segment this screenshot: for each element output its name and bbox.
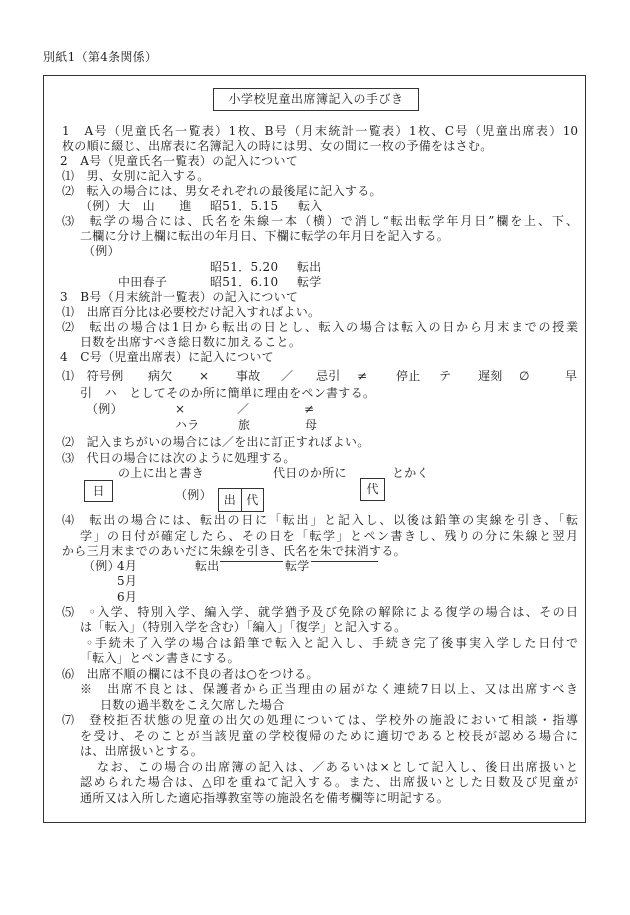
annex-label: 別紙1（第4条関係） (43, 50, 158, 64)
diagram-text-write: とかく (392, 466, 429, 480)
item4-p4-line3: から三月末までのあいだに朱線を引き、氏名を朱で抹消する。 (62, 544, 406, 558)
item2-p3-example-row1-date: 昭51．5.20 (210, 260, 279, 274)
item3-p1: ⑴ 出席百分比は必要校だけ記入すればよい。 (62, 305, 321, 319)
code-name-2: 事故 (236, 369, 261, 383)
item2-p3-line1: ⑶ 転学の場合には、氏名を朱線一本（横）で消し“転出転学年月日”欄を上、下、 (62, 214, 578, 228)
pencil-line (220, 561, 283, 562)
item4-p4-example-label: （例） (83, 559, 120, 573)
item4-p5-line4: 「転入」とペン書きにする。 (80, 651, 240, 665)
code-name-6-start: 早 (565, 369, 578, 383)
item4-p2: ⑵ 記入まちがいの場合には／を出に訂正すればよい。 (62, 435, 370, 449)
item4-p6-note-line1: ※ 出席不良とは、保護者から正当理由の届がなく連続7日以上、又は出席すべき (80, 682, 578, 696)
item2-heading: 2 A号（児童氏名一覧表）の記入について (60, 154, 299, 168)
item2-p2-example-label: （例） (80, 199, 117, 213)
item2-p3-example-row2-status: 転学 (297, 275, 322, 289)
code-mark-3: ≠ (357, 369, 368, 383)
item4-p5-line3: ◦手続未了入学の場合は鉛筆で転入と記入し、手続き完了後事実入学した日付で (86, 636, 578, 650)
item4-p7-line1: ⑺ 登校拒否状態の児童の出欠の処理については、学校外の施設において相談・指導 (62, 713, 578, 727)
code-name-5: 遅刻 (478, 369, 503, 383)
item1-line1: 1 A号（児童氏名一覧表）1枚、B号（月末統計一覧表）1枚、C号（児童出席表）10 (62, 124, 578, 138)
item2-p3-example-row2-date: 昭51．6.10 (210, 275, 279, 289)
item2-p3-example-row1-status: 転出 (297, 260, 322, 274)
item2-p3-line2: 二欄に分け上欄に転出の年月日、下欄に転学の年月日を記入する。 (80, 229, 450, 243)
month-1: 4月 (117, 559, 138, 573)
code-name-3: 忌引 (316, 369, 341, 383)
diagram-example-label: （例） (175, 488, 212, 502)
item4-p4-line1: ⑷ 転出の場合には、転出の日に「転出」と記入し、以後は鉛筆の実線を引き、「転 (62, 513, 578, 527)
diagram-text-substitute-place: 代日のか所に (273, 466, 347, 480)
item4-p3: ⑶ 代日の場合には次のように処理する。 (62, 451, 296, 465)
item3-p2-line2: 日数を出席すべき総日数に加えること。 (80, 335, 302, 349)
item2-p2: ⑵ 転入の場合には、男女それぞれの最後尾に記入する。 (62, 184, 382, 198)
month-3: 6月 (117, 590, 138, 604)
code-mark-5: ∅ (519, 369, 530, 383)
item4-p7-line3: は、出席扱いとする。 (80, 744, 204, 758)
month-2: 5月 (117, 574, 138, 588)
code-name-4: 停止 (396, 369, 421, 383)
item2-p1: ⑴ 男、女別に記入する。 (62, 169, 210, 183)
red-line (311, 561, 378, 562)
document-title: 小学校児童出席簿記入の手びき (213, 88, 419, 111)
diagram-example-box-out: 出 (223, 493, 236, 507)
example-mark-1: × (175, 402, 186, 416)
item2-p2-example-name: 大 山 進 (118, 199, 192, 213)
item2-p2-example-status: 転入 (298, 199, 323, 213)
item1-line2: 枚の順に綴じ、出席表に名簿記入の時には男、女の間に一枚の予備をはさむ。 (62, 139, 493, 153)
item2-p3-example-label: （例） (83, 244, 120, 258)
item4-p5-line2: は「転入」（特別入学を含む）「編入」「復学」と記入する。 (80, 620, 407, 634)
item4-heading: 4 C号（児童出席表）に記入について (60, 350, 274, 364)
item4-p1-lead: ⑴ 符号例 (62, 369, 124, 383)
code-mark-1: × (199, 369, 210, 383)
item4-p7-line6: 通所又は入所した適応指導教室等の施設名を備考欄等に明記する。 (80, 791, 450, 805)
item4-p1-line2: 引 ハ としてそのか所に簡単に理由をペン書する。 (80, 386, 376, 400)
diagram-box-substitute: 代 (360, 478, 385, 501)
item4-p6-line1: ⑹ 出席不順の欄には不良の者は○をつける。 (62, 667, 319, 681)
code-mark-4: テ (439, 369, 452, 383)
item2-p2-example-date: 昭51．5.15 (210, 199, 279, 213)
item4-p4-line2: 学」の日付が確定したら、その日を「転学」とペン書きし、残りの分に朱線と翌月 (80, 529, 578, 543)
item2-p3-example-name: 中田春子 (118, 275, 168, 289)
diagram-example-boxes (218, 488, 264, 512)
item3-p2-line1: ⑵ 転出の場合は1日から転出の日とし、転入の場合は転入の日から月末までの授業 (62, 320, 578, 334)
example-reason-1: ハラ (175, 418, 200, 432)
item4-p7-line5: 認められた場合は、△印を重ねて記入する。また、出席扱いとした日数及び児童が (80, 775, 578, 789)
example-transfer-school: 転学 (285, 559, 310, 573)
code-name-1: 病欠 (148, 369, 173, 383)
example-transfer-out: 転出 (195, 559, 220, 573)
diagram-box-day: 日 (84, 480, 113, 502)
item4-p5-line1: ⑸ ◦入学、特別入学、編入学、就学猶予及び免除の解除による復学の場合は、その日 (62, 605, 578, 619)
item4-p7-line4: なお、この場合の出席簿の記入は、／あるいは×として記入し、後日出席扱いと (97, 760, 578, 774)
diagram-example-box-substitute: 代 (241, 489, 264, 511)
diagram-text-write-above: の上に出と書き (118, 466, 205, 480)
example-mark-2: ／ (237, 402, 250, 416)
item4-p1-example-label: （例） (86, 402, 123, 416)
example-reason-3: 母 (305, 418, 318, 432)
item4-p6-note-line2: 日数の過半数をこえ欠席した場合 (100, 698, 285, 712)
example-mark-3: ≠ (304, 402, 315, 416)
code-mark-2: ／ (281, 369, 294, 383)
item3-heading: 3 B号（月末統計一覧表）の記入について (60, 290, 299, 304)
item4-p7-line2: を受け、そのことが当該児童の学校復帰のために適切であると校長が認める場合に (80, 729, 578, 743)
example-reason-2: 旅 (238, 418, 251, 432)
